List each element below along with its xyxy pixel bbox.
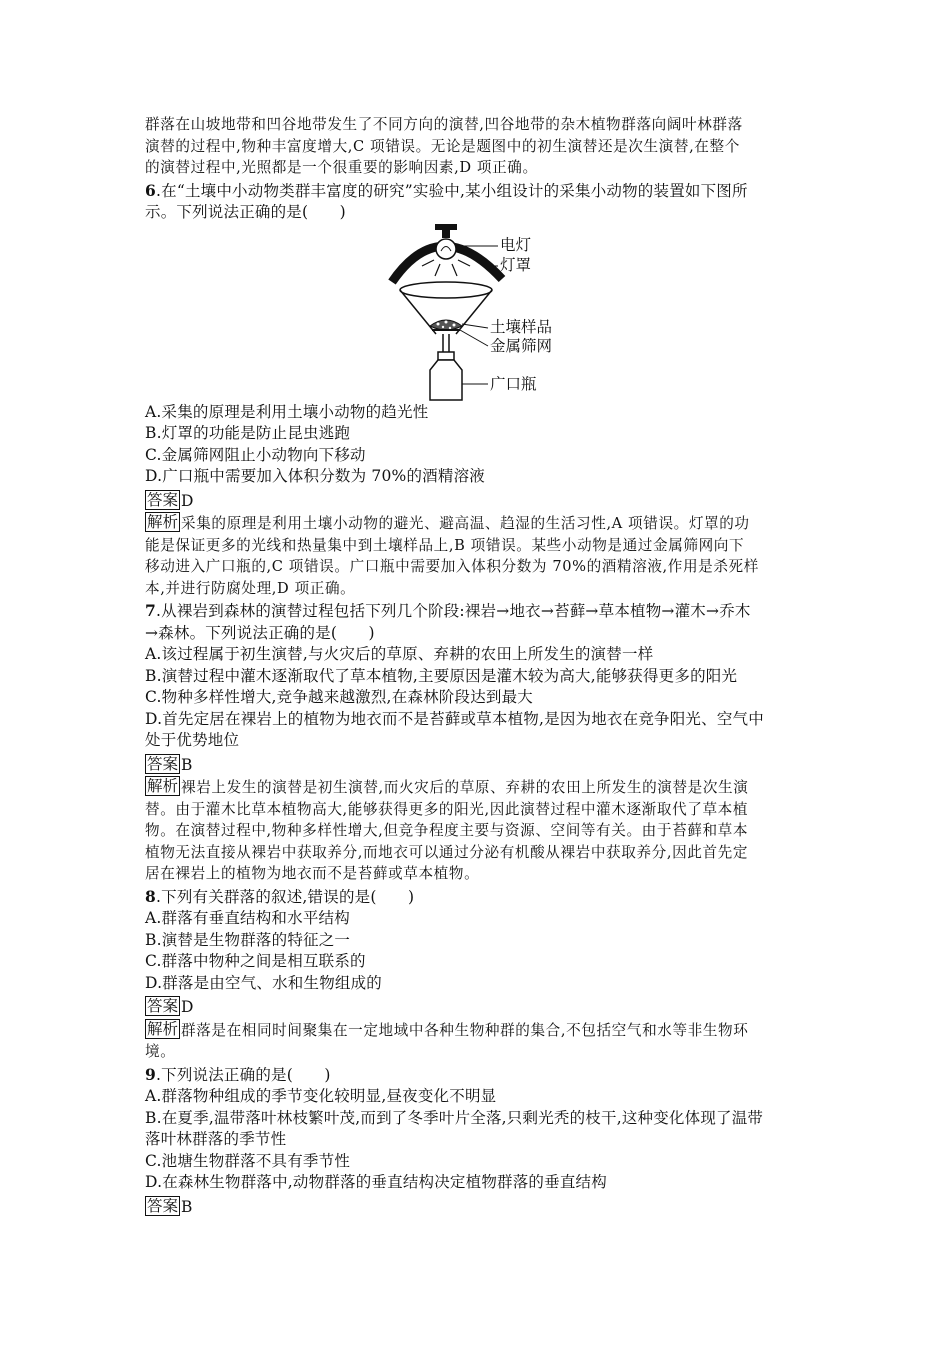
question-stem: 8.下列有关群落的叙述,错误的是( ) xyxy=(145,886,415,906)
answer-value: B xyxy=(181,1197,193,1216)
label-bottle: 广口瓶 xyxy=(490,374,537,393)
answer-tag: 答案 xyxy=(147,997,179,1015)
analysis-line: 植物无法直接从裸岩中获取养分,而地衣可以通过分泌有机酸从裸岩中获取养分,因此首先定 xyxy=(145,843,749,861)
option-d: D.首先定居在裸岩上的植物为地衣而不是苔藓或草本植物,是因为地衣在竞争阳光、空气中 xyxy=(145,709,764,728)
question-stem: 示。下列说法正确的是( ) xyxy=(145,203,346,221)
analysis-tag: 解析 xyxy=(147,777,179,795)
analysis-line: 境。 xyxy=(145,1043,176,1060)
option-a: A.群落有垂直结构和水平结构 xyxy=(145,909,350,927)
stem-text: .在“土壤中小动物类群丰富度的研究”实验中,某小组设计的采集小动物的装置如下图所 xyxy=(156,181,748,200)
intro-line: 群落在山坡地带和凹谷地带发生了不同方向的演替,凹谷地带的杂木植物群落向阔叶林群落 xyxy=(145,116,743,133)
analysis-block xyxy=(145,512,810,599)
analysis-line: 替。由于灌木比草本植物高大,能够获得更多的阳光,因此演替过程中灌木逐渐取代了草本植 xyxy=(145,800,749,818)
option-b: B.演替过程中灌木逐渐取代了草本植物,主要原因是灌木较为高大,能够获得更多的阳光 xyxy=(145,666,738,685)
analysis-line: 解析 采集的原理是利用土壤小动物的避光、避高温、趋湿的生活习性,A 项错误。灯罩的功 xyxy=(147,513,750,532)
analysis-line: 居在裸岩上的植物为地衣而不是苔藓或草本植物。 xyxy=(145,865,480,882)
question-stem: 7.从裸岩到森林的演替过程包括下列几个阶段:裸岩→地衣→苔藓→草本植物→灌木→乔木 xyxy=(145,601,751,620)
label-lamp: 电灯 xyxy=(500,235,532,254)
option-d: D.在森林生物群落中,动物群落的垂直结构决定植物群落的垂直结构 xyxy=(145,1173,607,1191)
option-b: B.演替是生物群落的特征之一 xyxy=(145,930,351,949)
question-stem: 9.下列说法正确的是( ) xyxy=(145,1064,331,1084)
answer-line xyxy=(145,996,810,1019)
option-c: C.群落中物种之间是相互联系的 xyxy=(145,952,366,970)
intro-line: 的演替过程中,光照都是一个很重要的影响因素,D 项正确。 xyxy=(145,159,538,176)
question-8 xyxy=(145,886,810,1063)
analysis-block xyxy=(145,776,810,885)
question-7 xyxy=(145,600,810,885)
label-mesh: 金属筛网 xyxy=(490,336,553,355)
question-9 xyxy=(145,1064,810,1219)
bulb-shape xyxy=(436,239,456,259)
answer-tag: 答案 xyxy=(147,1196,179,1215)
answer-value: B xyxy=(181,755,193,774)
question-number: 6 xyxy=(145,180,156,200)
question-number: 7 xyxy=(145,601,156,620)
answer-line xyxy=(145,490,810,513)
option-b: B.灯罩的功能是防止昆虫逃跑 xyxy=(145,424,351,442)
option-c: C.池塘生物群落不具有季节性 xyxy=(145,1151,351,1170)
intro-analysis xyxy=(145,114,810,179)
answer-line xyxy=(145,1196,810,1219)
option-a: A.该过程属于初生演替,与火灾后的草原、弃耕的农田上所发生的演替一样 xyxy=(145,645,654,663)
answer-tag: 答案 xyxy=(147,490,179,509)
option-b: B.在夏季,温带落叶林枝繁叶茂,而到了冬季叶片全落,只剩光秃的枝干,这种变化体现了温带 xyxy=(145,1108,764,1127)
label-shade: 灯罩 xyxy=(500,255,532,274)
answer-line xyxy=(145,754,810,777)
soil-animal-collection-diagram xyxy=(145,224,810,402)
question-number: 8 xyxy=(145,886,156,906)
analysis-line: 移动进入广口瓶的,C 项错误。广口瓶中需要加入体积分数为 70%的酒精溶液,作用是杀死样 xyxy=(145,558,759,575)
question-6 xyxy=(145,180,810,600)
option-d: D.广口瓶中需要加入体积分数为 70%的酒精溶液 xyxy=(145,467,485,485)
option-a: A.采集的原理是利用土壤小动物的趋光性 xyxy=(145,402,429,421)
answer-value: D xyxy=(181,998,194,1016)
answer-tag: 答案 xyxy=(147,754,179,773)
document-page xyxy=(145,114,810,1218)
analysis-line: 能是保证更多的光线和热量集中到土壤样品上,B 项错误。某些小动物是通过金属筛网向下 xyxy=(145,536,745,554)
analysis-block xyxy=(145,1019,810,1063)
analysis-line: 本,并进行防腐处理,D 项正确。 xyxy=(145,579,356,597)
bottle-neck xyxy=(438,352,454,360)
analysis-line: 物。在演替过程中,物种多样性增大,但竞争程度主要与资源、空间等有关。由于苔藓和草本 xyxy=(145,822,749,839)
option-a: A.群落物种组成的季节变化较明显,昼夜变化不明显 xyxy=(145,1087,497,1105)
bottle-shape xyxy=(430,360,462,400)
option-d-cont: 处于优势地位 xyxy=(145,731,240,749)
analysis-line: 解析 群落是在相同时间聚集在一定地域中各种生物种群的集合,不包括空气和水等非生物环 xyxy=(147,1019,749,1039)
analysis-tag: 解析 xyxy=(147,513,179,531)
option-c: C.金属筛网阻止小动物向下移动 xyxy=(145,445,366,464)
question-number: 9 xyxy=(145,1064,156,1084)
option-c: C.物种多样性增大,竞争越来越激烈,在森林阶段达到最大 xyxy=(145,688,533,706)
question-stem: →森林。下列说法正确的是( ) xyxy=(145,623,375,642)
question-stem xyxy=(145,180,810,203)
label-soil: 土壤样品 xyxy=(490,317,553,336)
option-b-cont: 落叶林群落的季节性 xyxy=(145,1130,287,1148)
funnel-rim xyxy=(400,282,492,298)
analysis-line: 解析 裸岩上发生的演替是初生演替,而火灾后的草原、弃耕的农田上所发生的演替是次生演 xyxy=(147,777,749,796)
answer-value: D xyxy=(181,491,194,510)
intro-line: 演替的过程中,物种丰富度增大,C 项错误。无论是题图中的初生演替还是次生演替,在整个 xyxy=(145,137,740,155)
option-d: D.群落是由空气、水和生物组成的 xyxy=(145,973,383,992)
apparatus-drawing xyxy=(380,224,580,402)
analysis-tag: 解析 xyxy=(147,1019,179,1038)
lamp-holder xyxy=(435,224,457,230)
